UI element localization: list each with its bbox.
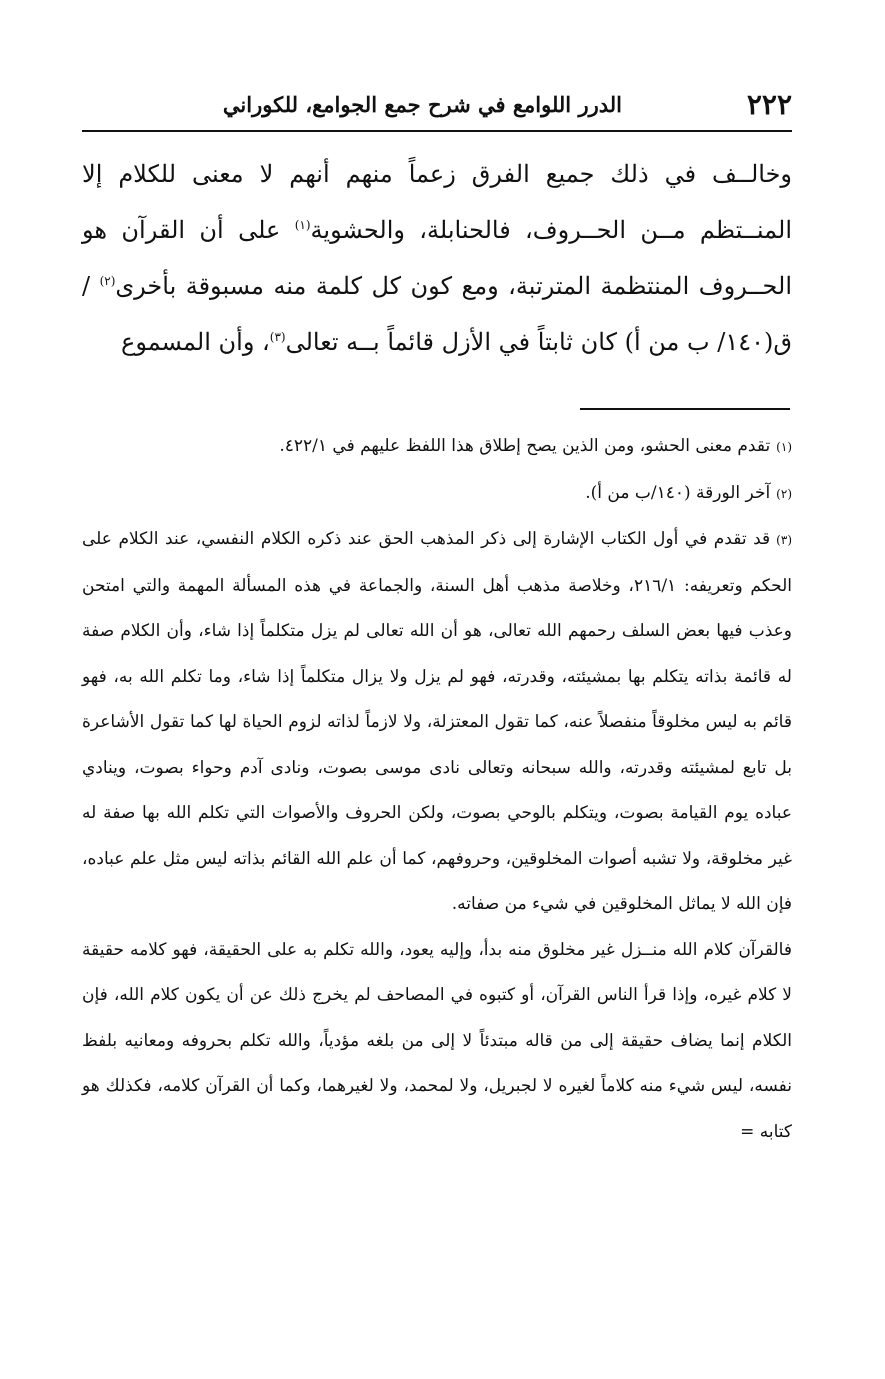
page-number: ٢٢٢	[746, 88, 792, 121]
header-divider	[82, 130, 792, 132]
footnote-marker-3: (٣)	[269, 330, 286, 344]
footnote-divider	[580, 408, 790, 410]
main-text-part-4: ، وأن المسموع	[121, 328, 270, 356]
main-text-part-2: على أن القرآن هو الحــروف المنتظمة المترتبة، ومع كون كل كلمة منه مسبوقة بأخرى	[82, 216, 792, 300]
footnote-text: قد تقدم في أول الكتاب الإشارة إلى ذكر المذهب الحق عند ذكره الكلام النفسي، عند الكلام على الحكم وتعريفه: ٢١٦/١، وخلاصة مذهب أهل السنة، والجماعة في هذه المسألة المهمة والتي امتحن وعذب فيها بعض السلف رحمهم الله تعالى، هو أن الله تعالى لم يزل متكلماً إذا شاء، وأن الكلام صفة له قائمة بذاته يتكلم بها بمشيئته، وقدرته، فهو لم يزل ولا يزال متكلماً إذا شاء، وما تكلم الله به، فهو قائم به ليس مخلوقاً منفصلاً عنه، كما تقول المعتزلة، ولا لازماً لذاته لزوم الحياة لها كما تقول الأشاعرة بل تابع لمشيئته وقدرته، والله سبحانه وتعالى نادى موسى بصوت، ونادى آدم وحواء بصوت، وينادي عباده يوم القيامة بصوت، ويتكلم بالوحي بصوت، ولكن الحروف والأصوات التي تكلم الله بها صفة له غير مخلوقة، ولا تشبه أصوات المخلوقين، وحروفهم، كما أن علم الله القائم بذاته ليس مثل علم عباده، فإن الله لا يماثل المخلوقين في شيء من صفاته.	[82, 529, 792, 914]
footnotes	[82, 424, 792, 1155]
footnote-number: (٣)	[776, 533, 792, 547]
footnote-number: (٢)	[776, 486, 792, 501]
footnote-3-continuation: فالقرآن كلام الله منــزل غير مخلوق منه بدأ، وإليه يعود، والله تكلم به على الحقيقة، فهو كلامه حقيقة لا كلام غيره، وإذا قرأ الناس القرآن، أو كتبوه في المصاحف لم يخرج ذلك عن أن يكون كلام الله، فإن الكلام إنما يضاف حقيقة إلى من قاله مبتدئاً لا إلى من بلغه مؤدياً، والله تكلم بحروفه ومعانيه بلفظ نفسه، ليس شيء منه كلاماً لغيره لا لجبريل، ولا لمحمد، ولا لغيرهما، وكما أن القرآن كلامه، فكذلك هو كتابه =	[82, 939, 792, 1142]
footnote-marker-2: (٢)	[99, 274, 116, 288]
footnote-2	[82, 471, 792, 518]
main-paragraph	[82, 146, 792, 370]
main-text-part-1: وخالــف في ذلك جميع الفرق زعماً منهم أنهم لا معنى للكلام إلا المنــتظم مــن الحــروف، فالحنابلة، والحشوية	[82, 160, 792, 244]
main-text	[82, 146, 792, 370]
footnote-number: (١)	[776, 440, 792, 454]
footnote-3	[82, 517, 792, 928]
footnote-text: آخر الورقة (١٤٠/ب من أ).	[585, 482, 771, 503]
main-text-part-3: / ق(١٤٠/ ب من أ) كان ثابتاً في الأزل قائماً بــه تعالى	[82, 272, 792, 356]
footnote-text: تقدم معنى الحشو، ومن الذين يصح إطلاق هذا اللفظ عليهم في ٤٢٢/١.	[279, 436, 771, 456]
footnote-marker-1: (١)	[294, 218, 311, 232]
running-title: الدرر اللوامع في شرح جمع الجوامع، للكوراني	[222, 92, 622, 117]
page-header	[82, 84, 792, 126]
footnote-1	[82, 424, 792, 471]
